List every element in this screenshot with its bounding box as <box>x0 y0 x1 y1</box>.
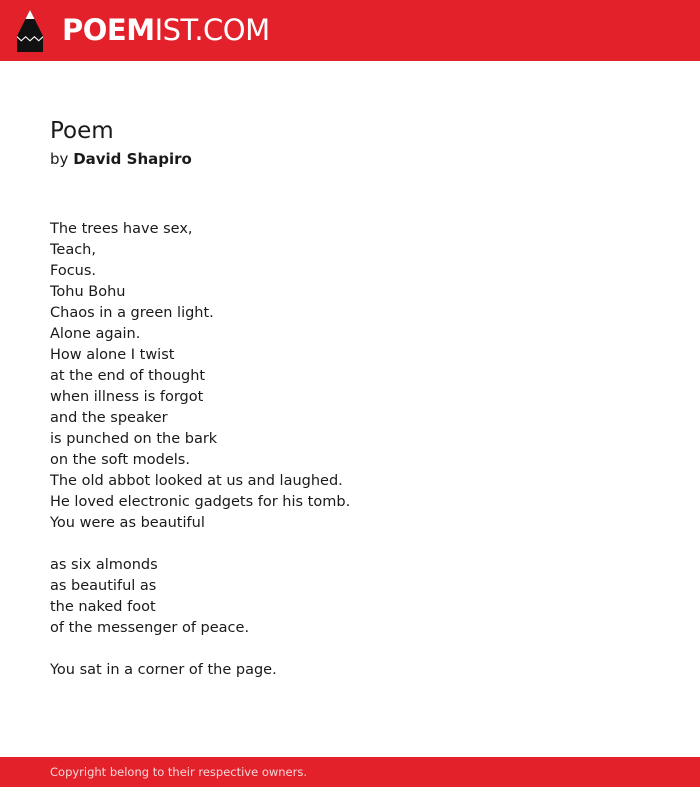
poem-line: the naked foot <box>50 599 156 615</box>
poem-body <box>50 219 350 681</box>
copyright-text: Copyright belong to their respective owners. <box>50 765 308 779</box>
logo-light-text: IST.COM <box>154 13 270 47</box>
poem-title: Poem <box>50 118 114 144</box>
poem-line: when illness is forgot <box>50 389 204 405</box>
poem-author: David Shapiro <box>73 150 192 168</box>
site-header <box>0 0 700 61</box>
poem-line: at the end of thought <box>50 368 206 384</box>
poem-line: You sat in a corner of the page. <box>50 662 277 678</box>
poem-line: The old abbot looked at us and laughed. <box>50 473 343 489</box>
poem-line: Alone again. <box>50 326 141 342</box>
poem-byline <box>50 149 192 169</box>
poem-line: on the soft models. <box>50 452 190 468</box>
poem-line: You were as beautiful <box>50 515 205 531</box>
logo-bold-text: POEM <box>62 13 155 47</box>
pencil-tip-icon[interactable] <box>17 10 43 52</box>
stanza-break <box>50 639 350 660</box>
poem-line: The trees have sex, <box>50 221 193 237</box>
poem-line: and the speaker <box>50 410 168 426</box>
site-footer <box>0 757 700 787</box>
poem-line: Focus. <box>50 263 97 279</box>
poem-line: is punched on the bark <box>50 431 218 447</box>
stanza-break <box>50 534 350 555</box>
poem-line: He loved electronic gadgets for his tomb. <box>50 494 351 510</box>
poem-line: Chaos in a green light. <box>50 305 214 321</box>
poem-line: of the messenger of peace. <box>50 620 250 636</box>
poem-line: How alone I twist <box>50 347 175 363</box>
poem-line: as beautiful as <box>50 578 157 594</box>
byline-prefix: by <box>50 150 69 168</box>
site-logo[interactable] <box>62 13 270 47</box>
poem-line: as six almonds <box>50 557 158 573</box>
poem-line: Tohu Bohu <box>50 284 126 300</box>
poem-line: Teach, <box>50 242 96 258</box>
